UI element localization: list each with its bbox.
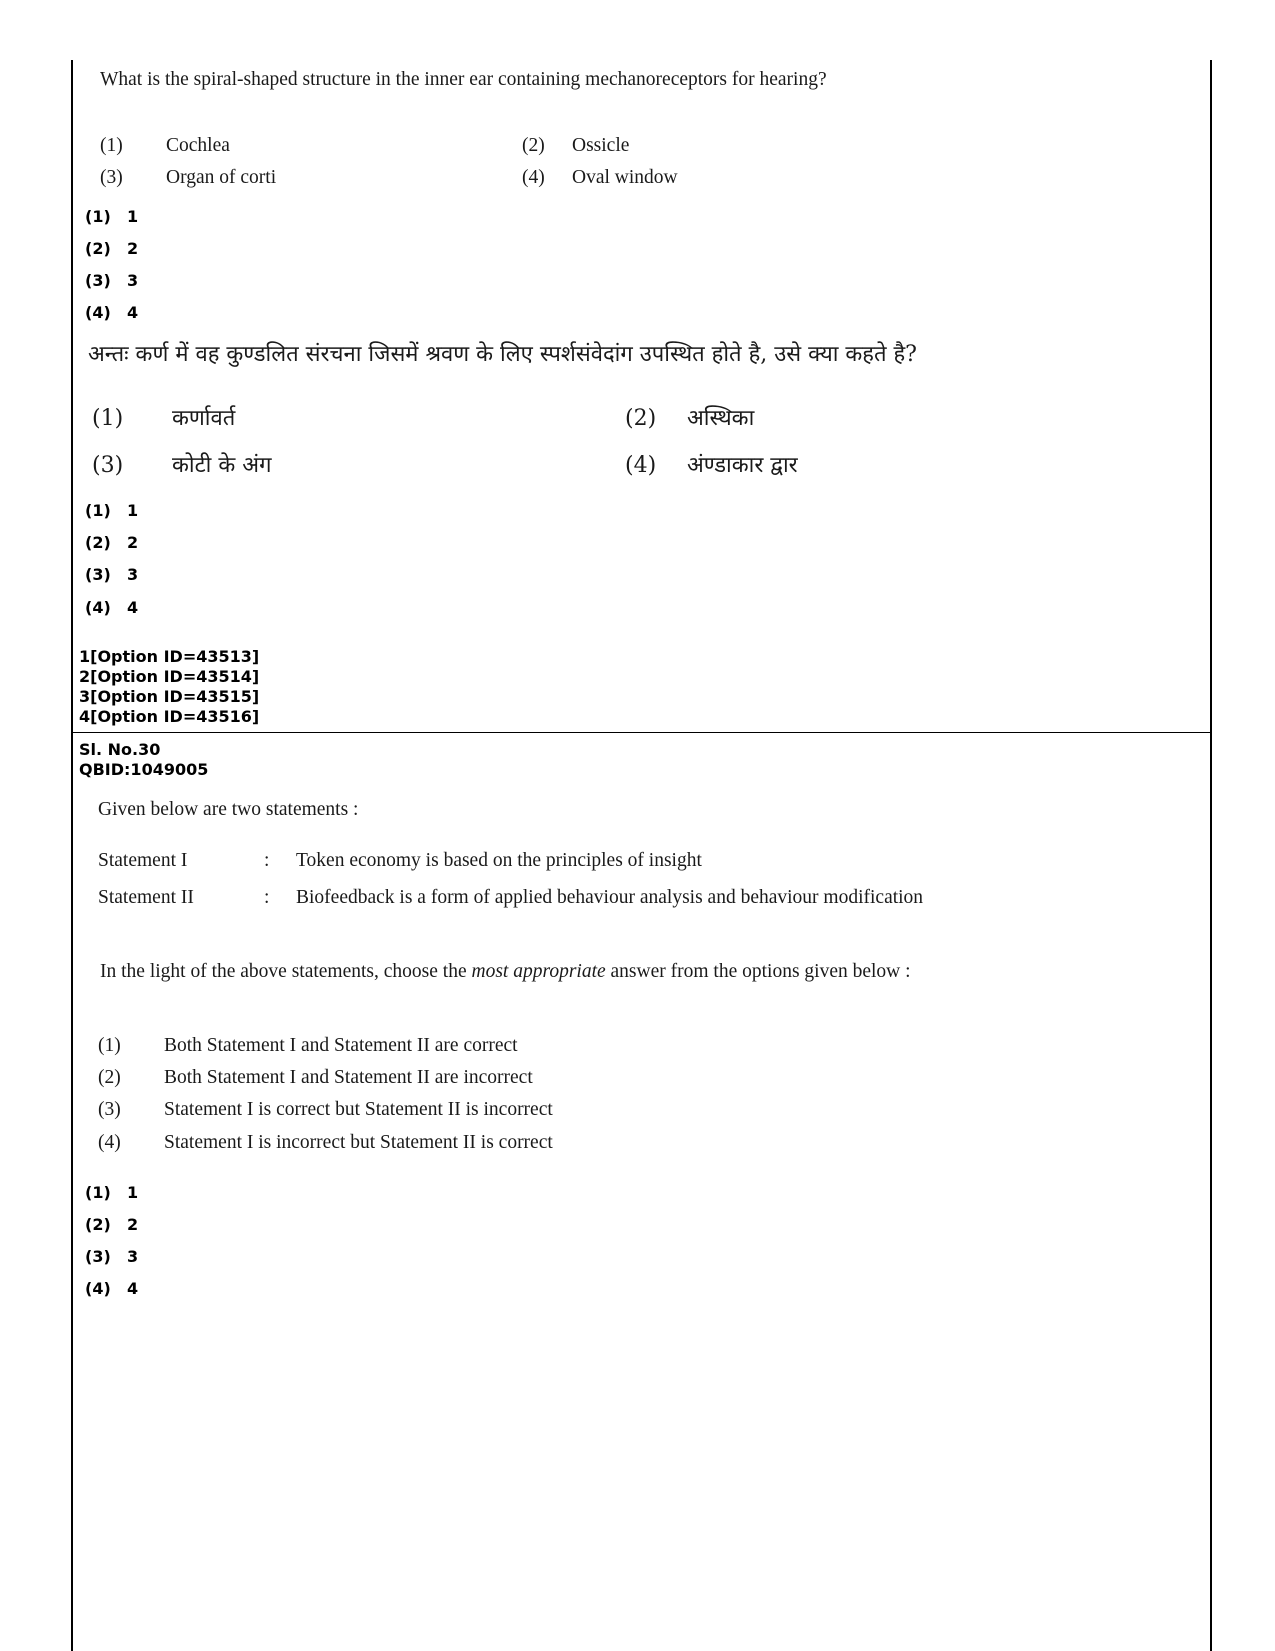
option-en-3: (3) Organ of corti	[100, 167, 277, 188]
option-3: (3) Statement I is correct but Statement II is incorrect	[98, 1099, 553, 1120]
serial-number: Sl. No.30	[79, 740, 161, 759]
answer-choice-4[interactable]: (4) 4	[85, 1279, 139, 1298]
answer-choice-1[interactable]: (1) 1	[85, 1183, 139, 1202]
option-hi-4: (4) अंण्डाकार द्वार	[625, 453, 798, 478]
instruction-text: In the light of the above statements, choose the most appropriate answer from the options given below :	[100, 961, 911, 982]
statement-1-text: Token economy is based on the principles of insight	[296, 850, 702, 871]
option-2: (2) Both Statement I and Statement II are incorrect	[98, 1067, 533, 1088]
statement-1-colon: :	[264, 850, 270, 871]
question-text-en: What is the spiral-shaped structure in the inner ear containing mechanoreceptors for hearing?	[100, 69, 827, 90]
option-4: (4) Statement I is incorrect but Statement II is correct	[98, 1132, 553, 1153]
option-id-1: 1[Option ID=43513]	[79, 647, 260, 666]
qbid: QBID:1049005	[79, 760, 209, 779]
answer-choice-en-3[interactable]: (3) 3	[85, 271, 139, 290]
option-id-2: 2[Option ID=43514]	[79, 667, 260, 686]
option-1: (1) Both Statement I and Statement II are correct	[98, 1035, 518, 1056]
answer-choice-hi-3[interactable]: (3) 3	[85, 565, 139, 584]
option-en-4: (4) Oval window	[522, 167, 678, 188]
statement-1-label: Statement I	[98, 850, 188, 871]
answer-choice-2[interactable]: (2) 2	[85, 1215, 139, 1234]
option-id-3: 3[Option ID=43515]	[79, 687, 260, 706]
answer-choice-en-4[interactable]: (4) 4	[85, 303, 139, 322]
statements-intro: Given below are two statements :	[98, 799, 359, 820]
option-hi-2: (2) अस्थिका	[625, 406, 755, 431]
answer-choice-hi-4[interactable]: (4) 4	[85, 598, 139, 617]
page-frame-right	[1210, 60, 1212, 1651]
answer-choice-en-2[interactable]: (2) 2	[85, 239, 139, 258]
page-frame-left	[71, 60, 73, 1651]
statement-2-text: Biofeedback is a form of applied behaviour analysis and behaviour modification	[296, 887, 924, 908]
option-hi-3: (3) कोटी के अंग	[92, 453, 272, 478]
option-hi-1: (1) कर्णावर्त	[92, 406, 236, 431]
answer-choice-3[interactable]: (3) 3	[85, 1247, 139, 1266]
question-divider	[71, 732, 1212, 733]
statement-2-label: Statement II	[98, 887, 194, 908]
option-id-4: 4[Option ID=43516]	[79, 707, 260, 726]
option-en-1: (1) Cochlea	[100, 135, 230, 156]
question-text-hi: अन्तः कर्ण में वह कुण्डलित संरचना जिसमें श्रवण के लिए स्पर्शसंवेदांग उपस्थित होते है, उसे क्या कहते है?	[88, 342, 917, 367]
statement-2-colon: :	[264, 887, 270, 908]
answer-choice-hi-1[interactable]: (1) 1	[85, 501, 139, 520]
answer-choice-en-1[interactable]: (1) 1	[85, 207, 139, 226]
answer-choice-hi-2[interactable]: (2) 2	[85, 533, 139, 552]
option-en-2: (2) Ossicle	[522, 135, 630, 156]
